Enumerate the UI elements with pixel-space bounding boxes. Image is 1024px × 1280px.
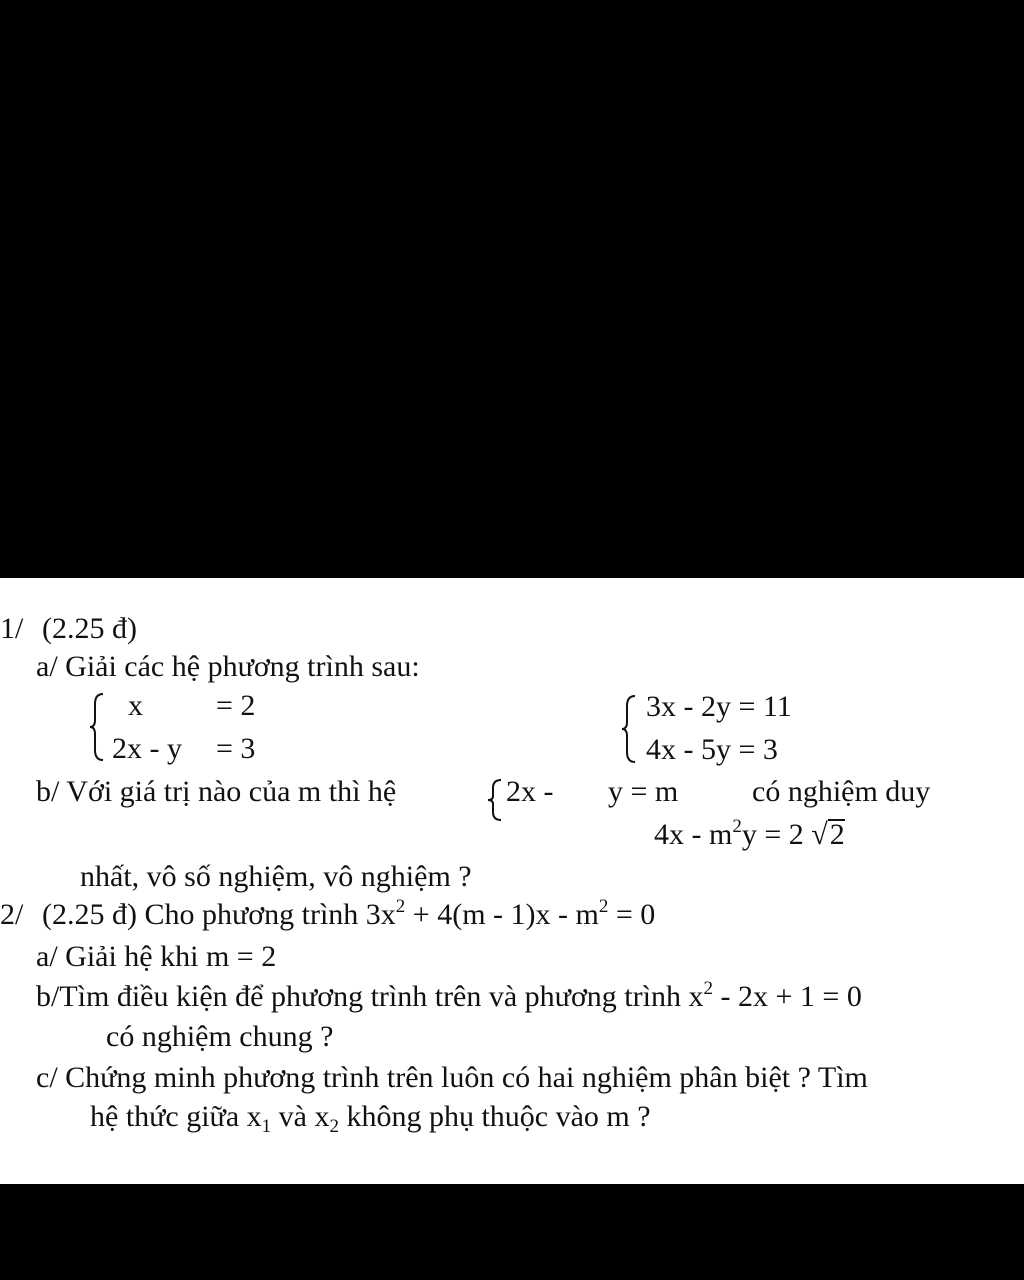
sys1-r2-left: 2x - y bbox=[112, 732, 182, 765]
q1-b-text: b/ Với giá trị nào của m thì hệ bbox=[36, 775, 397, 808]
q2-c-text: c/ Chứng minh phương trình trên luôn có hai nghiệm phân biệt ? Tìm bbox=[36, 1061, 868, 1094]
q2-c-cont: hệ thức giữa $x_1$ và $x_2$ không phụ thuộc vào m ? bbox=[90, 1100, 651, 1137]
sys2-r1: 3x - 2y = 11 bbox=[646, 690, 792, 723]
sqrt-symbol: √2 bbox=[811, 818, 845, 851]
sys1-brace bbox=[90, 692, 104, 762]
q1-b-cont: nhất, vô số nghiệm, vô nghiệm ? bbox=[80, 860, 472, 893]
q1-a-text: a/ Giải các hệ phương trình sau: bbox=[36, 650, 420, 683]
top-black-area bbox=[0, 0, 1024, 578]
q1-points: (2.25 đ) bbox=[42, 612, 137, 645]
q2-b-cont: có nghiệm chung ? bbox=[106, 1020, 334, 1053]
q2-b-text: b/Tìm điều kiện để phương trình trên và phương trình $x^2 - 2x + 1 = 0$ bbox=[36, 978, 862, 1013]
sys3-r1-b: y = m bbox=[608, 775, 679, 808]
sys2-brace bbox=[622, 694, 636, 764]
q1-b-tail: có nghiệm duy bbox=[752, 775, 931, 808]
q2-a-text: a/ Giải hệ khi m = 2 bbox=[36, 940, 277, 973]
sys1-r2-right: = 3 bbox=[216, 732, 256, 765]
q2-intro: (2.25 đ) Cho phương trình $3x^2 + 4(m - 1)x - m^2 = 0$ bbox=[42, 896, 656, 931]
sys2-r2: 4x - 5y = 3 bbox=[646, 733, 778, 766]
bottom-black-area bbox=[0, 1184, 1024, 1280]
sys3-r2: $4x - m^2y = 2$ √2 bbox=[654, 816, 845, 851]
sys3-brace bbox=[488, 778, 502, 822]
q2-number: 2/ bbox=[0, 898, 24, 931]
sys1-r1-left: x bbox=[128, 689, 143, 722]
exam-paper bbox=[0, 578, 1024, 1184]
sys1-r1-right: = 2 bbox=[216, 689, 256, 722]
sys3-r1-a: 2x - bbox=[506, 775, 554, 808]
q1-number: 1/ bbox=[0, 612, 24, 645]
